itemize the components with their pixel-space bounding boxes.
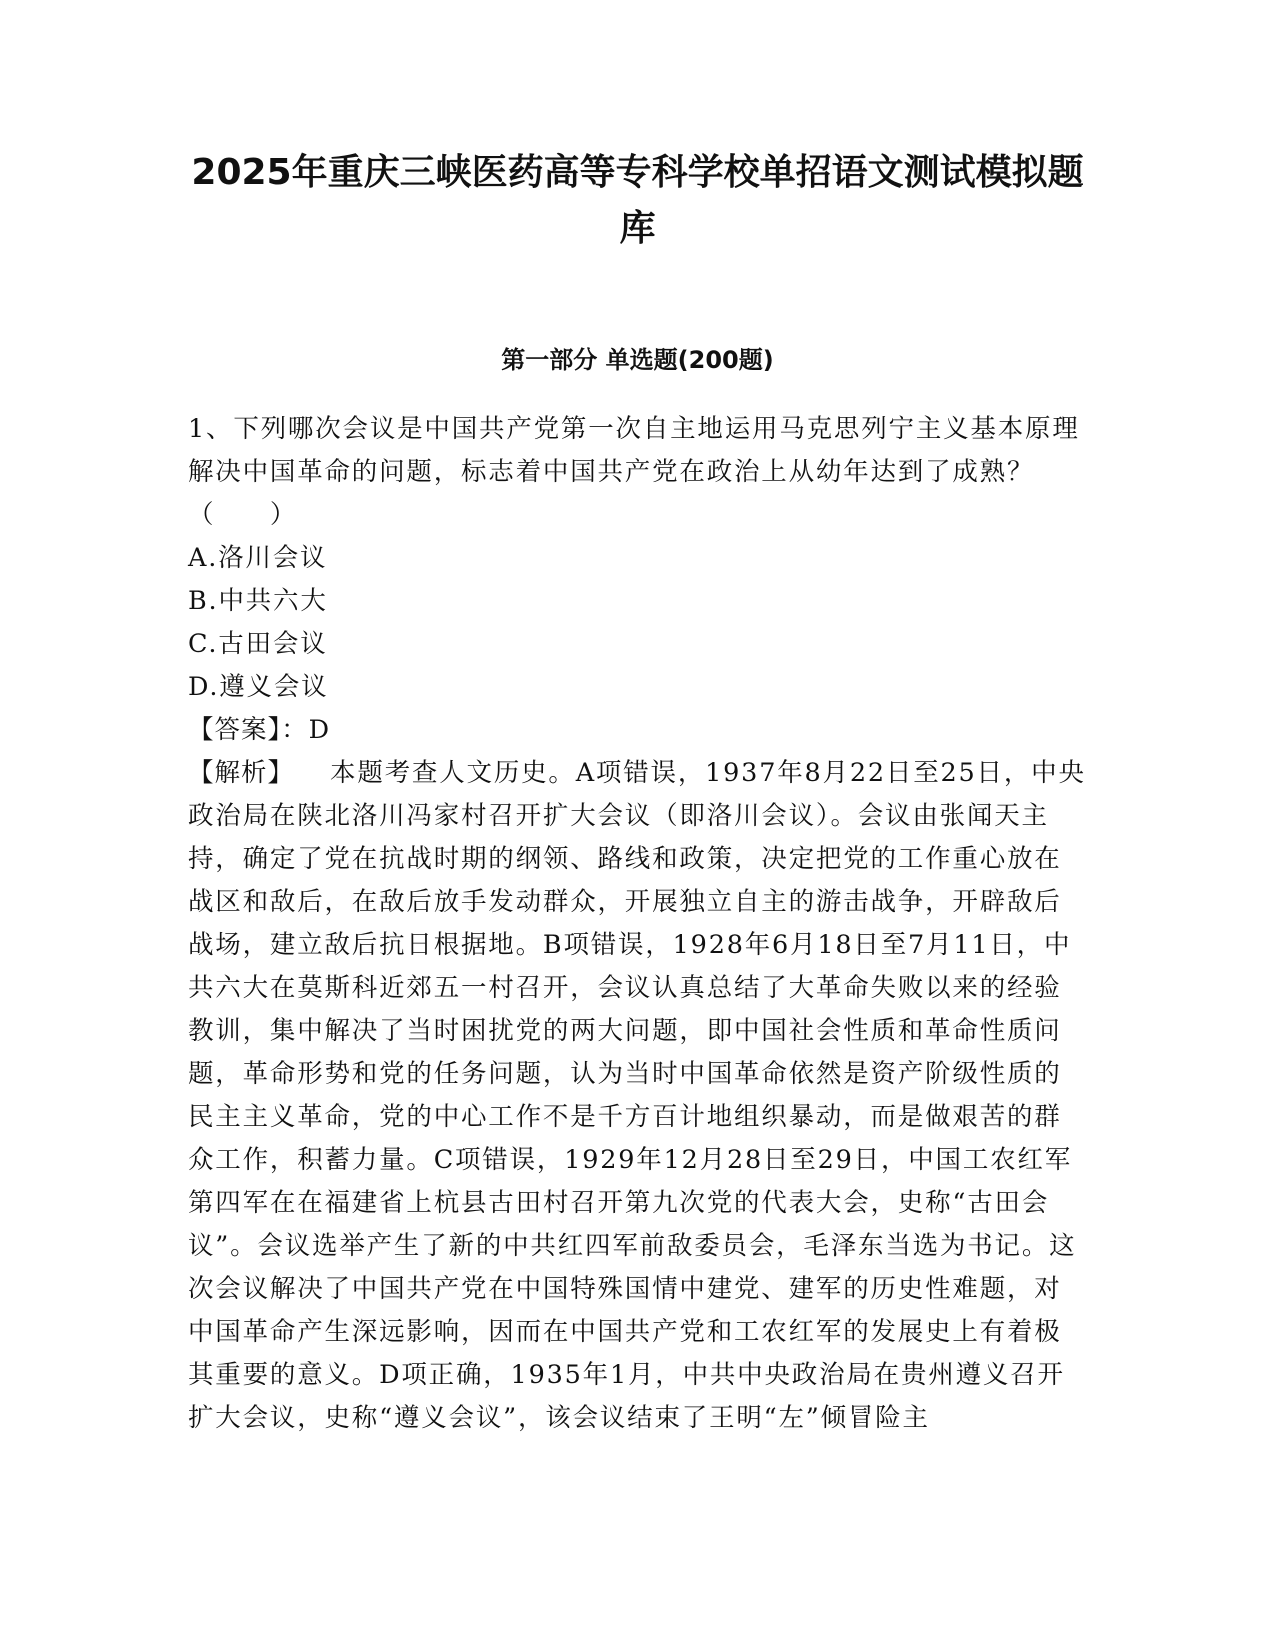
section-heading: 第一部分 单选题(200题) <box>501 346 774 374</box>
answer-value: ：D <box>281 715 331 745</box>
question-block <box>188 408 1088 1440</box>
option-a: A.洛川会议 <box>188 543 328 573</box>
analysis-paragraph <box>188 752 1088 1440</box>
analysis-label: 【解析】 <box>188 758 295 788</box>
document-title: 2025年重庆三峡医药高等专科学校单招语文测试模拟题库 <box>191 152 1084 249</box>
option-b: B.中共六大 <box>188 586 328 616</box>
question-stem: 1、下列哪次会议是中国共产党第一次自主地运用马克思列宁主义基本原理解决中国革命的问题，标志着中国共产党在政治上从幼年达到了成熟？（ ） <box>188 414 1080 530</box>
answer-line <box>188 709 1088 752</box>
option-d: D.遵义会议 <box>188 672 329 702</box>
option-c: C.古田会议 <box>188 629 328 659</box>
answer-label: 【答案】 <box>188 715 282 745</box>
analysis-text: 本题考查人文历史。A项错误，1937年8月22日至25日，中央政治局在陕北洛川冯家村召开扩大会议（即洛川会议）。会议由张闻天主持，确定了党在抗战时期的纲领、路线和政策，决定把党的工作重心放在战区和敌后，在敌后放手发动群众，开展独立自主的游击战争，开辟敌后战场，建立敌后抗日根据地。B项错误，1928年6月18日至7月11日，中共六大在莫斯科近郊五一村召开，会议认真总结了大革命失败以来的经验教训，集中解决了当时困扰党的两大问题，即中国社会性质和革命性质问题，革命形势和党的任务问题，认为当时中国革命依然是资产阶级性质的民主主义革命，党的中心工作不是千方百计地组织暴动，而是做艰苦的群众工作，积蓄力量。C项错误，1929年12月28日至29日，中国工农红军第四军在在福建省上杭县古田村召开第九次党的代表大会，史称“古田会议”。会议选举产生了新的中共红四军前敌委员会，毛泽东当选为书记。这次会议解决了中国共产党在中国特殊国情中建党、建军的历史性难题，对中国革命产生深远影响，因而在中国共产党和工农红军的发展史上有着极其重要的意义。D项正确，1935年1月，中共中央政治局在贵州遵义召开扩大会议，史称“遵义会议”，该会议结束了王明“左”倾冒险主 <box>188 758 1086 1433</box>
